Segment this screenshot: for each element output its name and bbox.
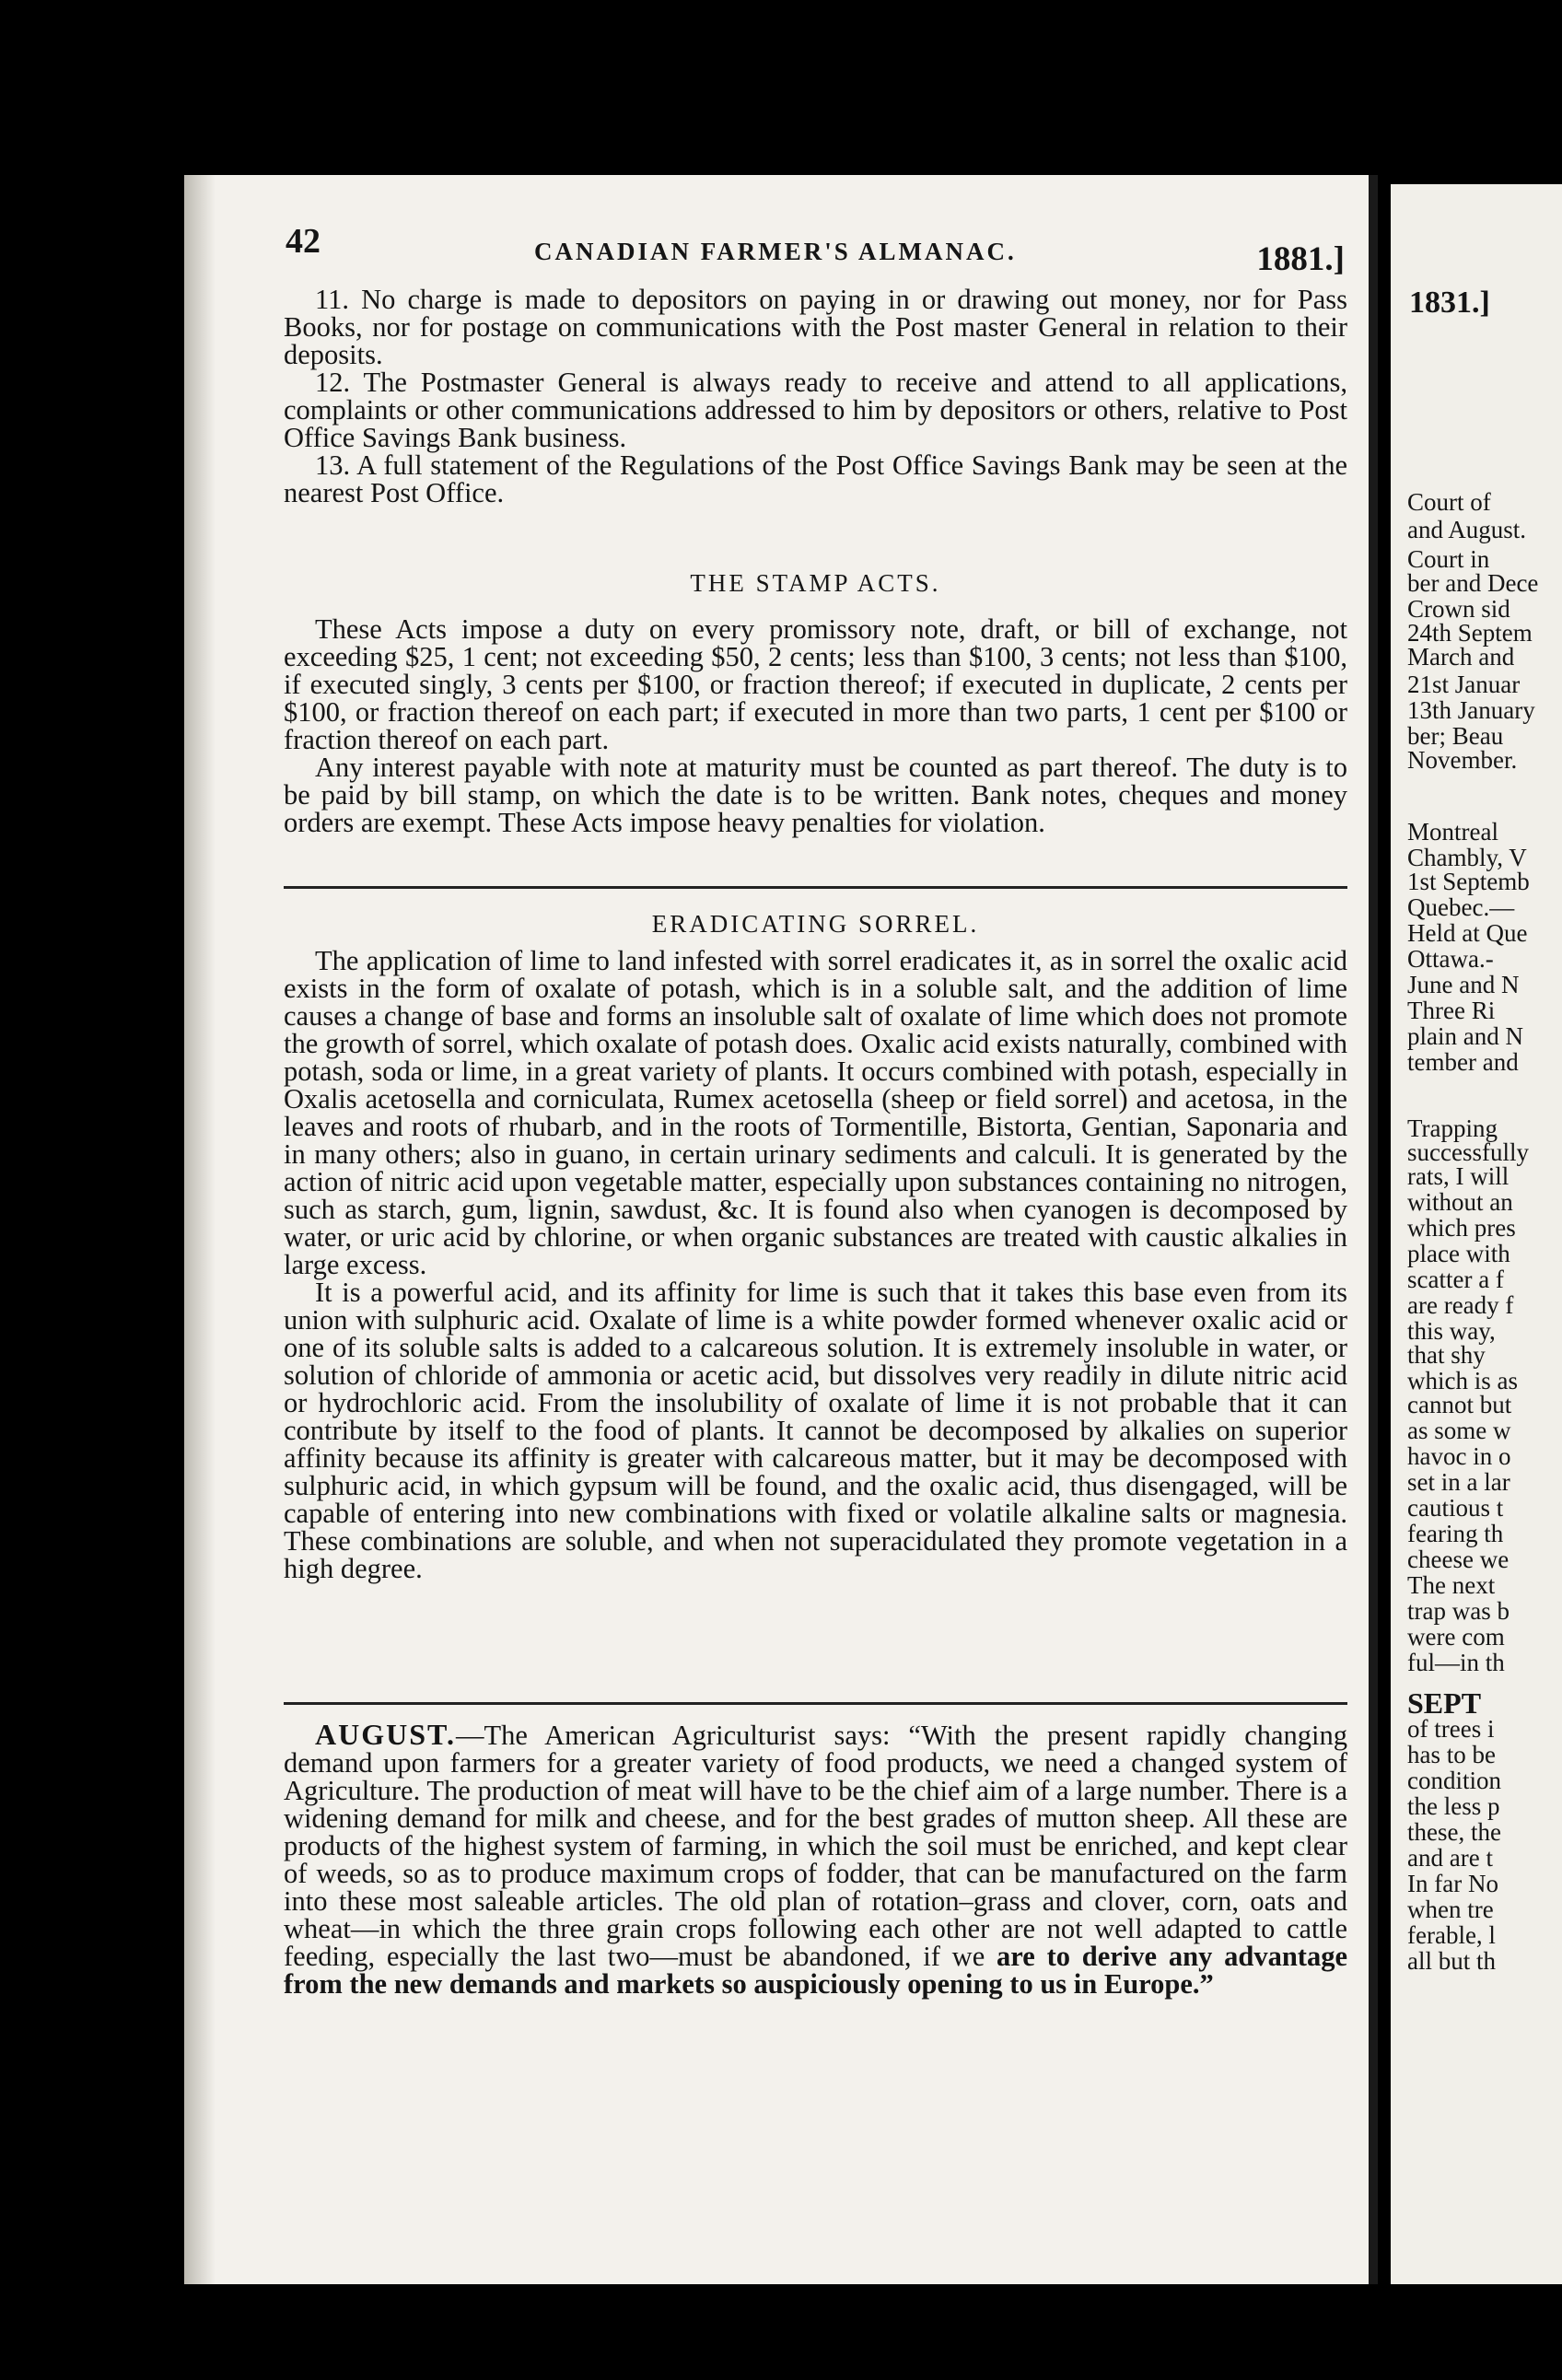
page-header — [286, 221, 1345, 276]
page-number: 42 — [286, 222, 321, 261]
facing-page-line: ful—in th — [1407, 1649, 1505, 1676]
facing-page-line: Trapping — [1407, 1114, 1498, 1142]
facing-page-line: Held at Que — [1407, 919, 1528, 947]
facing-page-line: March and — [1407, 643, 1515, 671]
facing-page-line: the less p — [1407, 1792, 1500, 1820]
facing-page-line: 1st Septemb — [1407, 868, 1530, 895]
facing-page-line: these, the — [1407, 1818, 1501, 1846]
stamp-acts-paragraph-1: These Acts impose a duty on every promissory note, draft, or bill of exchange, not exceeding $25, 1 cent; not exceeding $50, 2 cents; less than $100, 3 cents; not less than $100, if executed singly, 3 cents per $100, or fraction thereof; if executed in duplicate, 2 cents per $100, or fraction thereof on each part; if executed in more than two parts, 1 cent per $100 or fraction thereof on each part. — [284, 613, 1347, 755]
facing-page-line: cheese we — [1407, 1546, 1510, 1573]
paragraph-12: 12. The Postmaster General is always ready to receive and attend to all applications, complaints or other communications addressed to him by depositors or others, relative to Post Office Savings Bank business. — [284, 367, 1347, 453]
facing-page-line: this way, — [1407, 1317, 1496, 1345]
facing-page-line: are ready f — [1407, 1291, 1514, 1319]
facing-page-line: and are t — [1407, 1844, 1493, 1872]
section-divider — [284, 1702, 1347, 1705]
facing-page-line: cannot but — [1407, 1391, 1512, 1418]
facing-page-line: ber; Beau — [1407, 722, 1504, 750]
facing-page-line: Montreal — [1407, 818, 1498, 846]
facing-page-line: rats, I will — [1407, 1162, 1510, 1190]
facing-page-line: havoc in o — [1407, 1442, 1511, 1470]
facing-page-line: Three Ri — [1407, 997, 1496, 1024]
stamp-acts-heading: THE STAMP ACTS. — [690, 569, 941, 597]
august-closing: are to derive any advantage from the new demands and markets so auspiciously opening to us in Europe.” — [284, 1941, 1347, 2000]
facing-page-line: Court in — [1407, 545, 1490, 573]
sorrel-paragraph-1: The application of lime to land infested with sorrel eradicates it, as in sorrel the oxalic acid exists in the form of oxalate of potash, which is in a soluble salt, and the addition of lime causes a change of base and forms an insoluble salt of oxalate of lime which does not promote the growth of sorrel, which oxalate of potash does. Oxalic acid exists naturally, combined with potash, soda or lime, in a great variety of plants. It occurs combined with potash, especially in Oxalis acetosella and corniculata, Rumex acetosella (sheep or field sorrel) and acetosa, in the leaves and roots of rhubarb, and in the roots of Tormentille, Bistorta, Gentian, Saponaria and in many others; also in guano, in certain urinary sediments and calculi. It is generated by the action of nitric acid upon vegetable matter, especially upon substances containing no nitrogen, such as starch, gum, lignin, sawdust, &c. It is found also when cyanogen is decomposed by water, or uric acid by chlorine, or when organic substances are treated with caustic alkalies in large excess. — [284, 945, 1347, 1280]
page-edge — [1369, 175, 1378, 2284]
facing-page-line: Crown sid — [1407, 595, 1510, 623]
stamp-acts-paragraph-2: Any interest payable with note at maturity must be counted as part thereof. The duty is to be paid by bill stamp, on which the date is to be written. Bank notes, cheques and money orders are exempt. These Acts impose heavy penalties for violation. — [284, 752, 1347, 838]
stamp-acts-section — [284, 615, 1347, 836]
savings-bank-section — [284, 286, 1347, 507]
facing-page-line: and August. — [1407, 516, 1527, 543]
facing-page-line: cautious t — [1407, 1494, 1504, 1522]
august-paragraph — [284, 1718, 1347, 2000]
facing-page-line: which is as — [1407, 1367, 1518, 1394]
facing-page-line: place with — [1407, 1240, 1510, 1267]
facing-page — [1391, 184, 1562, 2284]
facing-page-line: successfully — [1407, 1138, 1529, 1166]
facing-page-line: 21st Januar — [1407, 671, 1521, 698]
facing-page-line: Ottawa.- — [1407, 945, 1494, 973]
facing-page-line: ber and Dece — [1407, 569, 1539, 597]
header-year: 1881.] — [1256, 240, 1345, 278]
facing-page-line: when tre — [1407, 1896, 1494, 1923]
facing-page-line: of trees i — [1407, 1715, 1495, 1743]
facing-page-line: 13th January — [1407, 696, 1535, 724]
facing-page-year: 1831.] — [1409, 286, 1490, 320]
august-section — [284, 1718, 1347, 2000]
facing-page-line: without an — [1407, 1188, 1513, 1216]
facing-page-line: tember and — [1407, 1048, 1519, 1076]
facing-page-line: condition — [1407, 1767, 1501, 1794]
paragraph-11: 11. No charge is made to depositors on paying in or drawing out money, nor for Pass Books, nor for postage on communications with the Post master General in relation to their deposits. — [284, 284, 1347, 370]
running-title: CANADIAN FARMER'S ALMANAC. — [534, 238, 1017, 265]
facing-page-line: Chambly, V — [1407, 844, 1527, 871]
facing-page-line: Quebec.— — [1407, 893, 1515, 921]
facing-page-line: The next — [1407, 1571, 1496, 1599]
facing-page-line: SEPT — [1407, 1686, 1482, 1720]
facing-page-line: that shy — [1407, 1341, 1486, 1369]
facing-page-line: all but th — [1407, 1947, 1496, 1975]
section-divider — [284, 886, 1347, 889]
facing-page-line: fearing th — [1407, 1520, 1504, 1547]
sorrel-section — [284, 947, 1347, 1582]
almanac-page — [184, 175, 1378, 2284]
facing-page-line: 24th Septem — [1407, 619, 1533, 647]
sorrel-heading: ERADICATING SORREL. — [651, 910, 980, 938]
facing-page-line: which pres — [1407, 1214, 1516, 1242]
facing-page-line: November. — [1407, 746, 1518, 774]
facing-page-line: has to be — [1407, 1741, 1496, 1768]
facing-page-line: Court of — [1407, 488, 1491, 516]
paragraph-13: 13. A full statement of the Regulations of the Post Office Savings Bank may be seen at the nearest Post Office. — [284, 449, 1347, 508]
facing-page-line: as some w — [1407, 1417, 1511, 1444]
sorrel-paragraph-2: It is a powerful acid, and its affinity for lime is such that it takes this base even from its union with sulphuric acid. Oxalate of lime is a white powder formed whenever oxalic acid or one of its soluble salts is added to a calcareous solution. It is extremely insoluble in water, or solution of chloride of ammonia or acetic acid, but dissolves very readily in dilute nitric acid or hydrochloric acid. From the insolubility of oxalate of lime it is not probable that it can contribute by itself to the food of plants. It cannot be decomposed by alkalies on superior affinity because its affinity is greater with calcareous matter, but it may be decomposed with sulphuric acid, in which gypsum will be found, and the oxalic acid, thus disengaged, will be capable of entering into new combinations with fixed or volatile alkaline salts or magnesia. These combinations are soluble, and when not superacidulated they promote vegetation in a high degree. — [284, 1277, 1347, 1584]
facing-page-line: plain and N — [1407, 1022, 1523, 1050]
facing-page-line: June and N — [1407, 971, 1520, 998]
august-lead: AUGUST. — [315, 1718, 456, 1751]
facing-page-line: In far No — [1407, 1870, 1498, 1897]
facing-page-line: ferable, l — [1407, 1921, 1496, 1949]
facing-page-line: scatter a f — [1407, 1266, 1504, 1293]
facing-page-line: trap was b — [1407, 1597, 1510, 1625]
facing-page-line: were com — [1407, 1623, 1505, 1651]
facing-page-line: set in a lar — [1407, 1468, 1510, 1496]
august-body: —The American Agriculturist says: “With the present rapidly changing demand upon farmers for a greater variety of food products, we need a changed system of Agriculture. The production of meat will have to be the chief aim of a large number. There is a widening demand for milk and cheese, and for the best grades of mutton sheep. All these are products of the highest system of farming, in which the soil must be enriched, and kept clear of weeds, so as to produce maximum crops of fodder, that can be manufactured on the farm into these most saleable articles. The old plan of rotation–grass and clover, corn, oats and wheat—in which the three grain crops following each other are not well adapted to cattle feeding, especially the last two—must be abandoned, if we — [284, 1720, 1347, 1972]
